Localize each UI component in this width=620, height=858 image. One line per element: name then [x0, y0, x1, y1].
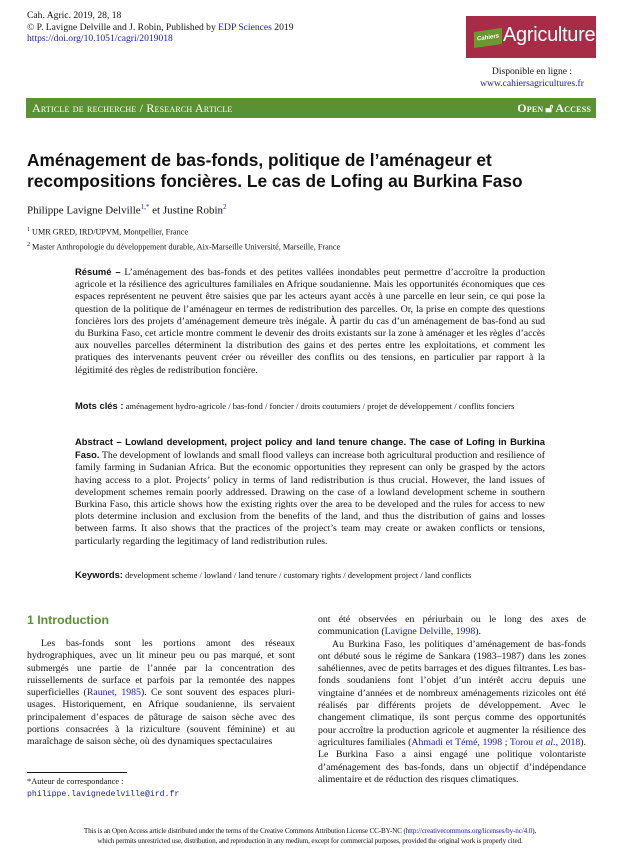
mots-cles-text: aménagement hydro-agricole / bas-fond / foncier / droits coutumiers / projet de développement / conflits fonciers — [125, 401, 515, 411]
body-text: Au Burkina Faso, les politiques d’aménagement de bas-fonds ont débuté sous le régime de Sankara (1983–1987) dans les zones sahéliennes, avec de petits barrages et des digues filtrantes. Les bas-fonds soudaniens font l’objet d’un intérêt accru depuis une vingtaine d’années et de nombreux aménagements rizicoles ont été réalisés par différents projets de développement. Avec le changement climatique, ils sont perçus comme des opportunités pour accroître la production agricole et augmenter la résilience des agricultures familiales ( — [318, 638, 586, 748]
citation-year: , 2018 — [555, 736, 581, 748]
citation-link[interactable]: Raunet, 1985 — [86, 687, 141, 699]
body-text: ; — [502, 736, 510, 748]
resume-label: Résumé – — [75, 266, 121, 277]
abstract-label: Abstract – Lowland development, project policy and land tenure change. The case of Lofing in Burkina Faso. — [75, 436, 545, 461]
open-access-badge — [517, 101, 591, 116]
body-text: Les bas-fonds sont les portions amont des réseaux hydrographiques, avec un lit mineur peu ou pas marqué, et sont submergés une partie de l’année par la concentration des ruissellements de surface et parfois par la remontée des nappes superficielles ( — [27, 638, 295, 699]
author-list — [27, 203, 227, 217]
keywords-paragraph — [75, 569, 545, 582]
citation-link[interactable]: Lavigne Delville, 1998 — [384, 626, 476, 638]
citation-etal: et al. — [535, 736, 556, 748]
body-text: ont été observées en périurbain ou le long des axes de communication ( — [318, 614, 586, 638]
article-title: Aménagement de bas-fonds, politique de l’aménageur et recompositions foncières. Le cas de Lofing au Burkina Faso — [27, 150, 523, 191]
author-name: Justine Robin — [162, 204, 224, 217]
copyright-line — [27, 22, 294, 34]
license-text: This is an Open Access article distributed under the terms of the Creative Commons Attribution License CC-BY-NC ( — [83, 827, 406, 835]
journal-website-link[interactable]: www.cahiersagricultures.fr — [480, 78, 584, 89]
journal-logo[interactable] — [466, 16, 605, 58]
open-access-word-2: Access — [555, 100, 591, 115]
copyright-text: © P. Lavigne Delville and J. Robin, Published by — [27, 21, 219, 33]
right-column — [318, 614, 586, 786]
body-text: ). Ce sont souvent des espaces pluri-usages. Historiquement, en Afrique soudanienne, ils servaient principalement d’espaces de pâturage de saison sèche avec des portions consacrées à la riziculture (souvent féminine) et au maraîchage de saison sèche, où des dynamiques spectaculaires — [27, 687, 295, 748]
correspondence-footnote — [27, 776, 179, 800]
citation: Cah. Agric. 2019, 28, 18 — [27, 10, 122, 21]
copyright-year: 2019 — [271, 21, 294, 33]
body-paragraph — [318, 639, 586, 787]
body-text: ). — [475, 626, 481, 638]
author-affiliation-ref[interactable]: 2 — [223, 203, 227, 211]
body-text: ). Le Burkina Faso a ainsi engagé une politique volontariste d’aménagement des bas-fonds, dans un objectif d’indépendance alimentaire et de réduction des risques climatiques. — [318, 736, 586, 785]
logo-main-text: Agricultures — [503, 24, 605, 46]
license-text: which permits unrestricted use, distribution, and reproduction in any medium, except for commercial purposes, provided the original work is properly cited. — [97, 837, 523, 846]
keywords-text: development scheme / lowland / land tenure / customary rights / development project / land conflicts — [125, 570, 472, 580]
article-type-banner — [26, 98, 596, 118]
online-availability — [466, 66, 598, 90]
abstract-paragraph — [75, 436, 545, 548]
left-column — [27, 638, 295, 749]
correspondence-email-link[interactable]: philippe.lavignedelville@ird.fr — [27, 789, 180, 799]
open-lock-icon: 🔓︎ — [545, 100, 554, 115]
footnote-divider — [27, 772, 127, 773]
citation-author: Torou — [509, 736, 536, 748]
logo-leaf-icon — [474, 28, 502, 48]
footnote-label: *Auteur de correspondance : — [27, 777, 124, 786]
article-type: Article de recherche / Research Article — [32, 100, 233, 115]
affiliations — [27, 224, 340, 253]
mots-cles-paragraph — [75, 400, 545, 413]
author-connector: et — [149, 204, 163, 217]
affiliation-number: 2 — [27, 241, 30, 248]
resume-paragraph — [75, 266, 545, 377]
citation-link[interactable]: Ahmadi et Témé, 1998 — [411, 736, 503, 748]
affiliation-number: 1 — [27, 227, 30, 233]
online-label: Disponible en ligne : — [491, 66, 573, 77]
keywords-label: Keywords: — [75, 569, 123, 580]
license-link[interactable]: http://creativecommons.org/licenses/by-nc/4.0 — [405, 827, 533, 835]
body-paragraph — [318, 614, 586, 639]
license-notice — [20, 826, 600, 847]
journal-header — [27, 10, 294, 45]
affiliation-text: UMR GRED, IRD/UPVM, Montpellier, France — [32, 227, 188, 237]
mots-cles-label: Mots clés : — [75, 400, 124, 411]
logo-small-text: Cahiers — [476, 33, 499, 43]
resume-text: L’aménagement des bas-fonds et des petites vallées inondables peut permettre d’accroître la production agricole et la résilience des agricultures familiales en Afrique soudanienne. Mais les opportunités économiques que ces espaces représentent ne peuvent être saisies que par les acteurs ayant accès à une parcelle en leur sein, ce qui pose la question de la politique de l’aménageur en termes de redistribution des parcelles. Or, la prise en compte des questions foncières lors des projets d’aménagement demeure très inégale. À partir du cas d’un aménagement de bas-fond au sud du Burkina Faso, cet article montre comment le devenir des droits existants sur la zone à aménager et les règles d’accès aux nouvelles parcelles déterminent la distribution des gains et des pertes entre les exploitations, et comment les pratiques des intervenants peuvent créer ou réveiller des conflits ou des tensions, en particulier par rapport à la légitimité des règles de redistribution foncière. — [75, 267, 546, 376]
author-affiliation-ref[interactable]: 1,* — [140, 203, 150, 211]
affiliation-text: Master Anthropologie du développement durable, Aix-Marseille Université, Marseille, France — [32, 242, 341, 252]
doi-link[interactable]: https://doi.org/10.1051/cagri/2019018 — [27, 33, 173, 45]
author-name: Philippe Lavigne Delville — [27, 204, 141, 217]
section-heading: 1 Introduction — [27, 613, 109, 627]
citation-link[interactable] — [510, 737, 580, 748]
license-text: ), — [532, 827, 537, 835]
publisher-link[interactable]: EDP Sciences — [218, 21, 272, 33]
affiliation-item — [27, 239, 340, 254]
abstract-text: The development of lowlands and small flood valleys can increase both agricultural production and resilience of family farming in Sudanian Africa. But the economic opportunities they represent can only be grasped by the actors having access to a plot. Projects’ policy in terms of land redistribution is thus crucial. However, the land issues of development schemes remain poorly addressed. Drawing on the case of a lowland development scheme in southern Burkina Faso, this article shows how the existing rights over the area to be developed and the rules for access to new plots determine inclusion and exclusion from the benefits of the land, and thus the distribution of gains and losses between farms. It also shows that the practices of the project’s team may create or awaken conflicts or tensions, particularly regarding the legitimacy of land redistribution rules. — [75, 450, 545, 547]
open-access-word-1: Open — [517, 100, 544, 115]
affiliation-item — [27, 224, 340, 239]
body-paragraph — [27, 638, 295, 749]
